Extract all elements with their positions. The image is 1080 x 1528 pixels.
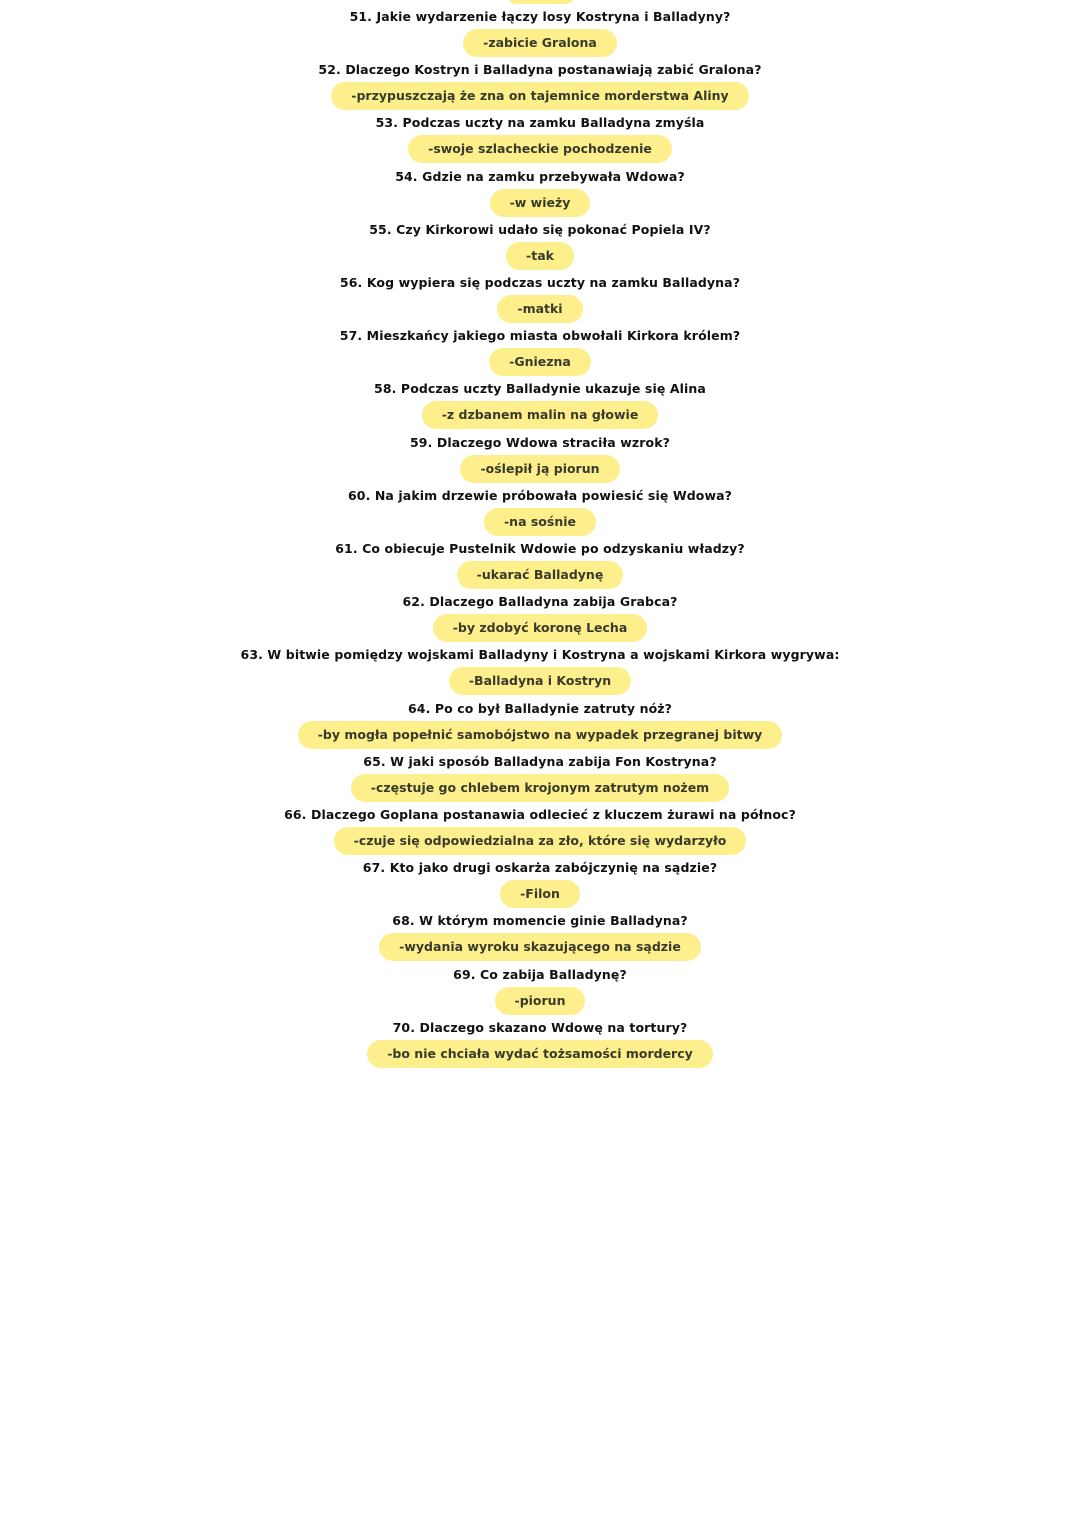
question-text: 68. W którym momencie ginie Balladyna? <box>392 913 688 929</box>
answer-row <box>0 294 1080 323</box>
answer-highlight: -Balladyna i Kostryn <box>449 667 631 695</box>
question-text: 56. Kog wypiera się podczas uczty na zamku Balladyna? <box>339 275 741 290</box>
question-text: 67. Kto jako drugi oskarża zabójczynię na sądzie? <box>362 860 718 876</box>
answer-highlight: -Filon <box>500 880 580 908</box>
question-text: 53. Podczas uczty na zamku Balladyna zmyśla <box>375 115 705 131</box>
answer-row <box>0 879 1080 908</box>
answer-row <box>0 613 1080 642</box>
answer-row <box>0 720 1080 749</box>
question-text: 70. Dlaczego skazano Wdowę na tortury? <box>392 1019 688 1035</box>
answer-highlight: -zabicie Gralona <box>463 29 617 57</box>
answer-highlight: -w wieży <box>490 189 591 217</box>
question-text: 60. Na jakim drzewie próbowała powiesić się Wdowa? <box>347 487 733 503</box>
question-text: 61. Co obiecuje Pustelnik Wdowie po odzyskaniu władzy? <box>335 541 745 556</box>
answer-highlight: -Gniezna <box>489 348 591 376</box>
answer-row <box>0 507 1080 536</box>
answer-highlight: -z dzbanem malin na głowie <box>422 401 659 429</box>
answer-highlight: -by zdobyć koronę Lecha <box>433 614 648 642</box>
answer-row <box>0 986 1080 1015</box>
answer-highlight: -wydania wyroku skazującego na sądzie <box>379 933 701 961</box>
answer-row <box>0 400 1080 429</box>
answer-highlight: -tak <box>506 242 574 270</box>
answer-highlight: -matki <box>497 295 582 323</box>
answer-highlight: -swoje szlacheckie pochodzenie <box>408 135 672 163</box>
answer-row <box>0 241 1080 270</box>
answer-highlight: -na sośnie <box>484 508 596 536</box>
question-text: 65. W jaki sposób Balladyna zabija Fon Kostryna? <box>363 753 717 769</box>
question-text: 52. Dlaczego Kostryn i Balladyna postanawiają zabić Gralona? <box>318 62 762 78</box>
answer-highlight: -przypuszczają że zna on tajemnice morderstwa Aliny <box>331 82 748 110</box>
answer-highlight: -by mogła popełnić samobójstwo na wypadek przegranej bitwy <box>298 721 783 749</box>
answer-row <box>0 1039 1080 1068</box>
answer-highlight: -czuje się odpowiedzialna za zło, które się wydarzyło <box>334 827 747 855</box>
question-text: 64. Po co był Balladynie zatruty nóż? <box>407 700 673 716</box>
question-text: 57. Mieszkańcy jakiego miasta obwołali Kirkora królem? <box>339 328 741 344</box>
question-text: 55. Czy Kirkorowi udało się pokonać Popiela IV? <box>369 221 711 237</box>
answer-row <box>0 666 1080 695</box>
answer-highlight: -bo nie chciała wydać tożsamości mordercy <box>367 1040 713 1068</box>
question-text: 66. Dlaczego Goplana postanawia odlecieć z kluczem żurawi na północ? <box>284 807 796 822</box>
answer-row <box>0 773 1080 802</box>
question-text: 54. Gdzie na zamku przebywała Wdowa? <box>395 168 685 184</box>
question-text: 59. Dlaczego Wdowa straciła wzrok? <box>410 434 670 450</box>
question-text: 51. Jakie wydarzenie łączy losy Kostryna i Balladyny? <box>349 9 731 24</box>
answer-row <box>0 134 1080 163</box>
answer-row <box>0 932 1080 961</box>
answer-highlight: -oślepił ją piorun <box>460 455 619 483</box>
answer-highlight: -częstuje go chlebem krojonym zatrutym nożem <box>351 774 729 802</box>
answer-highlight: -piorun <box>495 987 586 1015</box>
answer-row <box>0 560 1080 589</box>
answer-row <box>0 826 1080 855</box>
previous-answer-highlight <box>508 0 574 4</box>
answer-row <box>0 188 1080 217</box>
answer-row <box>0 81 1080 110</box>
question-text: 62. Dlaczego Balladyna zabija Grabca? <box>402 594 678 610</box>
answer-row <box>0 454 1080 483</box>
answer-row <box>0 28 1080 57</box>
question-text: 58. Podczas uczty Balladynie ukazuje się Alina <box>374 381 706 397</box>
answer-highlight: -ukarać Balladynę <box>457 561 624 589</box>
question-text: 63. W bitwie pomiędzy wojskami Balladyny i Kostryna a wojskami Kirkora wygrywa: <box>240 647 840 663</box>
answer-row <box>0 347 1080 376</box>
question-text: 69. Co zabija Balladynę? <box>453 966 627 982</box>
